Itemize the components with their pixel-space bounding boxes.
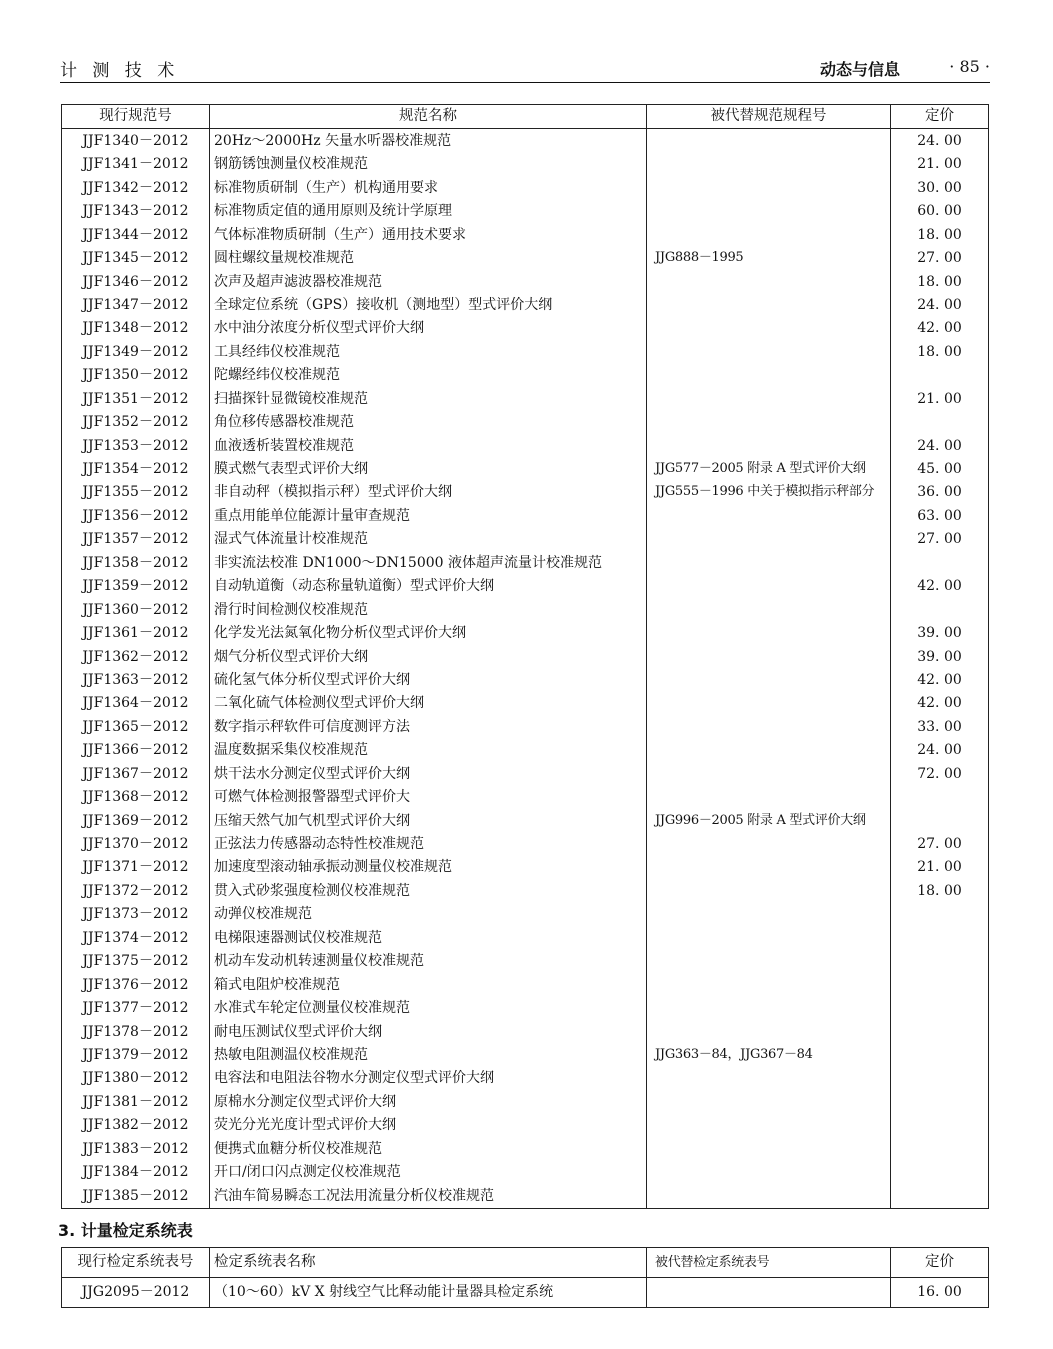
price-cell xyxy=(891,411,989,434)
table-row xyxy=(62,364,989,387)
table-row xyxy=(62,340,989,363)
table-row xyxy=(62,762,989,785)
code-cell: JJG2095－2012 xyxy=(62,1278,210,1308)
price-cell: 18. 00 xyxy=(891,270,989,293)
replaced-code-cell xyxy=(647,598,891,621)
name-cell: 数字指示秤软件可信度测评方法 xyxy=(210,715,647,738)
price-cell: 21. 00 xyxy=(891,153,989,176)
price-cell: 27. 00 xyxy=(891,833,989,856)
replaced-code-cell xyxy=(647,973,891,996)
price-cell xyxy=(891,1067,989,1090)
name-cell: 滑行时间检测仪校准规范 xyxy=(210,598,647,621)
replaced-code-cell xyxy=(647,364,891,387)
price-cell xyxy=(891,1020,989,1043)
replaced-code-cell xyxy=(647,200,891,223)
table-row xyxy=(62,997,989,1020)
code-cell: JJF1358－2012 xyxy=(62,551,210,574)
replaced-code-cell xyxy=(647,622,891,645)
table-row xyxy=(62,622,989,645)
table-row xyxy=(62,926,989,949)
replaced-code-cell xyxy=(647,1114,891,1137)
replaced-code-cell xyxy=(647,129,891,153)
table-row xyxy=(62,387,989,410)
replaced-code-cell xyxy=(647,950,891,973)
table-row xyxy=(62,294,989,317)
code-cell: JJF1369－2012 xyxy=(62,809,210,832)
replaced-code-cell xyxy=(647,176,891,199)
code-cell: JJF1356－2012 xyxy=(62,504,210,527)
name-cell: 二氧化硫气体检测仪型式评价大纲 xyxy=(210,692,647,715)
replaced-code-cell xyxy=(647,1090,891,1113)
price-cell xyxy=(891,364,989,387)
header-replaced-system-code: 被代替检定系统表号 xyxy=(647,1248,891,1278)
table-row xyxy=(62,669,989,692)
code-cell: JJF1343－2012 xyxy=(62,200,210,223)
header-name: 规范名称 xyxy=(210,105,647,129)
price-cell: 63. 00 xyxy=(891,504,989,527)
table-row xyxy=(62,645,989,668)
name-cell: 工具经纬仪校准规范 xyxy=(210,340,647,363)
replaced-code-cell: JJG888－1995 xyxy=(647,247,891,270)
table-row xyxy=(62,223,989,246)
code-cell: JJF1342－2012 xyxy=(62,176,210,199)
code-cell: JJF1364－2012 xyxy=(62,692,210,715)
replaced-code-cell xyxy=(647,762,891,785)
page-header xyxy=(60,56,990,83)
specification-table xyxy=(61,104,989,1209)
table-row xyxy=(62,598,989,621)
name-cell: 非自动秤（模拟指示秤）型式评价大纲 xyxy=(210,481,647,504)
header-system-name: 检定系统表名称 xyxy=(210,1248,647,1278)
price-cell xyxy=(891,950,989,973)
name-cell: 耐电压测试仪型式评价大纲 xyxy=(210,1020,647,1043)
name-cell: 陀螺经纬仪校准规范 xyxy=(210,364,647,387)
replaced-code-cell xyxy=(647,645,891,668)
name-cell: 标准物质定值的通用原则及统计学原理 xyxy=(210,200,647,223)
replaced-code-cell xyxy=(647,786,891,809)
price-cell: 33. 00 xyxy=(891,715,989,738)
code-cell: JJF1359－2012 xyxy=(62,575,210,598)
price-cell xyxy=(891,903,989,926)
verification-system-table xyxy=(61,1247,989,1308)
replaced-code-cell xyxy=(647,317,891,340)
name-cell: 正弦法力传感器动态特性校准规范 xyxy=(210,833,647,856)
table-row xyxy=(62,317,989,340)
name-cell: 扫描探针显微镜校准规范 xyxy=(210,387,647,410)
price-cell: 27. 00 xyxy=(891,528,989,551)
table-row xyxy=(62,1067,989,1090)
code-cell: JJF1376－2012 xyxy=(62,973,210,996)
table-row xyxy=(62,1278,989,1308)
code-cell: JJF1362－2012 xyxy=(62,645,210,668)
replaced-code-cell xyxy=(647,833,891,856)
replaced-code-cell xyxy=(647,434,891,457)
name-cell: 化学发光法氮氧化物分析仪型式评价大纲 xyxy=(210,622,647,645)
code-cell: JJF1352－2012 xyxy=(62,411,210,434)
table-row xyxy=(62,903,989,926)
name-cell: 荧光分光光度计型式评价大纲 xyxy=(210,1114,647,1137)
price-cell: 24. 00 xyxy=(891,434,989,457)
table-row xyxy=(62,1090,989,1113)
name-cell: 次声及超声滤波器校准规范 xyxy=(210,270,647,293)
name-cell: 标准物质研制（生产）机构通用要求 xyxy=(210,176,647,199)
section-3-title: 3. 计量检定系统表 xyxy=(58,1221,193,1240)
name-cell: 全球定位系统（GPS）接收机（测地型）型式评价大纲 xyxy=(210,294,647,317)
replaced-code-cell xyxy=(647,1020,891,1043)
table-row xyxy=(62,1020,989,1043)
replaced-code-cell: JJG555－1996 中关于模拟指示秤部分 xyxy=(647,481,891,504)
name-cell: 非实流法校准 DN1000～DN15000 液体超声流量计校准规范 xyxy=(210,551,647,574)
name-cell: 20Hz～2000Hz 矢量水听器校准规范 xyxy=(210,129,647,153)
name-cell: 烟气分析仪型式评价大纲 xyxy=(210,645,647,668)
price-cell: 16. 00 xyxy=(891,1278,989,1308)
price-cell: 24. 00 xyxy=(891,294,989,317)
table-row xyxy=(62,715,989,738)
table-row xyxy=(62,551,989,574)
code-cell: JJF1340－2012 xyxy=(62,129,210,153)
code-cell: JJF1357－2012 xyxy=(62,528,210,551)
name-cell: 汽油车简易瞬态工况法用流量分析仪校准规范 xyxy=(210,1184,647,1208)
table-header-row xyxy=(62,1248,989,1278)
price-cell xyxy=(891,1161,989,1184)
name-cell: 热敏电阻测温仪校准规范 xyxy=(210,1044,647,1067)
price-cell: 42. 00 xyxy=(891,692,989,715)
price-cell: 30. 00 xyxy=(891,176,989,199)
section-title: 动态与信息 xyxy=(819,60,900,79)
table-header-row xyxy=(62,105,989,129)
code-cell: JJF1354－2012 xyxy=(62,458,210,481)
price-cell xyxy=(891,551,989,574)
price-cell: 18. 00 xyxy=(891,223,989,246)
table-row xyxy=(62,856,989,879)
replaced-code-cell xyxy=(647,1137,891,1160)
replaced-code-cell xyxy=(647,387,891,410)
code-cell: JJF1344－2012 xyxy=(62,223,210,246)
code-cell: JJF1353－2012 xyxy=(62,434,210,457)
name-cell: 水中油分浓度分析仪型式评价大纲 xyxy=(210,317,647,340)
replaced-code-cell xyxy=(647,270,891,293)
table-row xyxy=(62,504,989,527)
code-cell: JJF1361－2012 xyxy=(62,622,210,645)
name-cell: 钢筋锈蚀测量仪校准规范 xyxy=(210,153,647,176)
name-cell: 气体标准物质研制（生产）通用技术要求 xyxy=(210,223,647,246)
price-cell: 45. 00 xyxy=(891,458,989,481)
price-cell: 42. 00 xyxy=(891,669,989,692)
header-current-code: 现行规范号 xyxy=(62,105,210,129)
price-cell xyxy=(891,1044,989,1067)
code-cell: JJF1381－2012 xyxy=(62,1090,210,1113)
table-row xyxy=(62,692,989,715)
replaced-code-cell xyxy=(647,856,891,879)
name-cell: 电容法和电阻法谷物水分测定仪型式评价大纲 xyxy=(210,1067,647,1090)
price-cell: 39. 00 xyxy=(891,622,989,645)
header-current-system-code: 现行检定系统表号 xyxy=(62,1248,210,1278)
header-replaced-code: 被代替规范规程号 xyxy=(647,105,891,129)
code-cell: JJF1380－2012 xyxy=(62,1067,210,1090)
name-cell: 便携式血糖分析仪校准规范 xyxy=(210,1137,647,1160)
replaced-code-cell xyxy=(647,575,891,598)
code-cell: JJF1375－2012 xyxy=(62,950,210,973)
code-cell: JJF1355－2012 xyxy=(62,481,210,504)
header-price: 定价 xyxy=(891,1248,989,1278)
price-cell: 18. 00 xyxy=(891,879,989,902)
code-cell: JJF1348－2012 xyxy=(62,317,210,340)
replaced-code-cell xyxy=(647,669,891,692)
price-cell: 27. 00 xyxy=(891,247,989,270)
price-cell: 42. 00 xyxy=(891,575,989,598)
name-cell: （10～60）kV X 射线空气比释动能计量器具检定系统 xyxy=(210,1278,647,1308)
code-cell: JJF1382－2012 xyxy=(62,1114,210,1137)
price-cell xyxy=(891,1184,989,1208)
table-row xyxy=(62,481,989,504)
replaced-code-cell xyxy=(647,997,891,1020)
replaced-code-cell: JJG577－2005 附录 A 型式评价大纲 xyxy=(647,458,891,481)
table-row xyxy=(62,1044,989,1067)
code-cell: JJF1379－2012 xyxy=(62,1044,210,1067)
price-cell xyxy=(891,926,989,949)
price-cell xyxy=(891,997,989,1020)
code-cell: JJF1371－2012 xyxy=(62,856,210,879)
code-cell: JJF1360－2012 xyxy=(62,598,210,621)
name-cell: 箱式电阻炉校准规范 xyxy=(210,973,647,996)
code-cell: JJF1374－2012 xyxy=(62,926,210,949)
price-cell xyxy=(891,1114,989,1137)
price-cell xyxy=(891,786,989,809)
table-row xyxy=(62,458,989,481)
code-cell: JJF1346－2012 xyxy=(62,270,210,293)
replaced-code-cell xyxy=(647,504,891,527)
table-row xyxy=(62,200,989,223)
name-cell: 湿式气体流量计校准规范 xyxy=(210,528,647,551)
replaced-code-cell xyxy=(647,692,891,715)
price-cell: 36. 00 xyxy=(891,481,989,504)
price-cell: 24. 00 xyxy=(891,739,989,762)
code-cell: JJF1365－2012 xyxy=(62,715,210,738)
code-cell: JJF1363－2012 xyxy=(62,669,210,692)
table-row xyxy=(62,434,989,457)
price-cell: 21. 00 xyxy=(891,387,989,410)
name-cell: 重点用能单位能源计量审查规范 xyxy=(210,504,647,527)
price-cell xyxy=(891,809,989,832)
code-cell: JJF1367－2012 xyxy=(62,762,210,785)
code-cell: JJF1378－2012 xyxy=(62,1020,210,1043)
table-row xyxy=(62,879,989,902)
code-cell: JJF1370－2012 xyxy=(62,833,210,856)
name-cell: 开口/闭口闪点测定仪校准规范 xyxy=(210,1161,647,1184)
table-row xyxy=(62,129,989,153)
code-cell: JJF1377－2012 xyxy=(62,997,210,1020)
name-cell: 可燃气体检测报警器型式评价大 xyxy=(210,786,647,809)
replaced-code-cell: JJG996－2005 附录 A 型式评价大纲 xyxy=(647,809,891,832)
table-row xyxy=(62,270,989,293)
price-cell: 39. 00 xyxy=(891,645,989,668)
table-row xyxy=(62,153,989,176)
price-cell xyxy=(891,598,989,621)
name-cell: 原棉水分测定仪型式评价大纲 xyxy=(210,1090,647,1113)
replaced-code-cell xyxy=(647,926,891,949)
name-cell: 压缩天然气加气机型式评价大纲 xyxy=(210,809,647,832)
price-cell xyxy=(891,973,989,996)
name-cell: 硫化氢气体分析仪型式评价大纲 xyxy=(210,669,647,692)
table-row xyxy=(62,247,989,270)
name-cell: 圆柱螺纹量规校准规范 xyxy=(210,247,647,270)
journal-title: 计 测 技 术 xyxy=(60,61,180,81)
table-row xyxy=(62,950,989,973)
replaced-code-cell xyxy=(647,223,891,246)
code-cell: JJF1351－2012 xyxy=(62,387,210,410)
price-cell xyxy=(891,1137,989,1160)
name-cell: 烘干法水分测定仪型式评价大纲 xyxy=(210,762,647,785)
price-cell: 18. 00 xyxy=(891,340,989,363)
code-cell: JJF1345－2012 xyxy=(62,247,210,270)
price-cell: 21. 00 xyxy=(891,856,989,879)
replaced-code-cell xyxy=(647,879,891,902)
name-cell: 机动车发动机转速测量仪校准规范 xyxy=(210,950,647,973)
code-cell: JJF1385－2012 xyxy=(62,1184,210,1208)
replaced-code-cell xyxy=(647,411,891,434)
replaced-code-cell xyxy=(647,551,891,574)
code-cell: JJF1372－2012 xyxy=(62,879,210,902)
code-cell: JJF1366－2012 xyxy=(62,739,210,762)
table-row xyxy=(62,739,989,762)
replaced-code-cell: JJG363－84，JJG367－84 xyxy=(647,1044,891,1067)
table-row xyxy=(62,1137,989,1160)
name-cell: 膜式燃气表型式评价大纲 xyxy=(210,458,647,481)
code-cell: JJF1383－2012 xyxy=(62,1137,210,1160)
replaced-code-cell xyxy=(647,294,891,317)
name-cell: 血液透析装置校准规范 xyxy=(210,434,647,457)
name-cell: 动弹仪校准规范 xyxy=(210,903,647,926)
price-cell: 60. 00 xyxy=(891,200,989,223)
table-row xyxy=(62,575,989,598)
replaced-code-cell xyxy=(647,1278,891,1308)
code-cell: JJF1341－2012 xyxy=(62,153,210,176)
price-cell: 24. 00 xyxy=(891,129,989,153)
replaced-code-cell xyxy=(647,528,891,551)
table-row xyxy=(62,528,989,551)
replaced-code-cell xyxy=(647,715,891,738)
replaced-code-cell xyxy=(647,1161,891,1184)
table-row xyxy=(62,1184,989,1208)
code-cell: JJF1350－2012 xyxy=(62,364,210,387)
replaced-code-cell xyxy=(647,903,891,926)
name-cell: 角位移传感器校准规范 xyxy=(210,411,647,434)
code-cell: JJF1384－2012 xyxy=(62,1161,210,1184)
table-row xyxy=(62,1161,989,1184)
name-cell: 电梯限速器测试仪校准规范 xyxy=(210,926,647,949)
code-cell: JJF1368－2012 xyxy=(62,786,210,809)
price-cell: 72. 00 xyxy=(891,762,989,785)
replaced-code-cell xyxy=(647,1067,891,1090)
name-cell: 自动轨道衡（动态称量轨道衡）型式评价大纲 xyxy=(210,575,647,598)
replaced-code-cell xyxy=(647,739,891,762)
replaced-code-cell xyxy=(647,340,891,363)
table-row xyxy=(62,833,989,856)
table-row xyxy=(62,1114,989,1137)
replaced-code-cell xyxy=(647,153,891,176)
table-row xyxy=(62,176,989,199)
header-price: 定价 xyxy=(891,105,989,129)
replaced-code-cell xyxy=(647,1184,891,1208)
name-cell: 水准式车轮定位测量仪校准规范 xyxy=(210,997,647,1020)
price-cell xyxy=(891,1090,989,1113)
name-cell: 贯入式砂浆强度检测仪校准规范 xyxy=(210,879,647,902)
name-cell: 加速度型滚动轴承振动测量仪校准规范 xyxy=(210,856,647,879)
table-row xyxy=(62,973,989,996)
table-row xyxy=(62,809,989,832)
table-row xyxy=(62,411,989,434)
name-cell: 温度数据采集仪校准规范 xyxy=(210,739,647,762)
code-cell: JJF1349－2012 xyxy=(62,340,210,363)
table-row xyxy=(62,786,989,809)
page-number: · 85 · xyxy=(949,57,990,76)
code-cell: JJF1373－2012 xyxy=(62,903,210,926)
code-cell: JJF1347－2012 xyxy=(62,294,210,317)
price-cell: 42. 00 xyxy=(891,317,989,340)
